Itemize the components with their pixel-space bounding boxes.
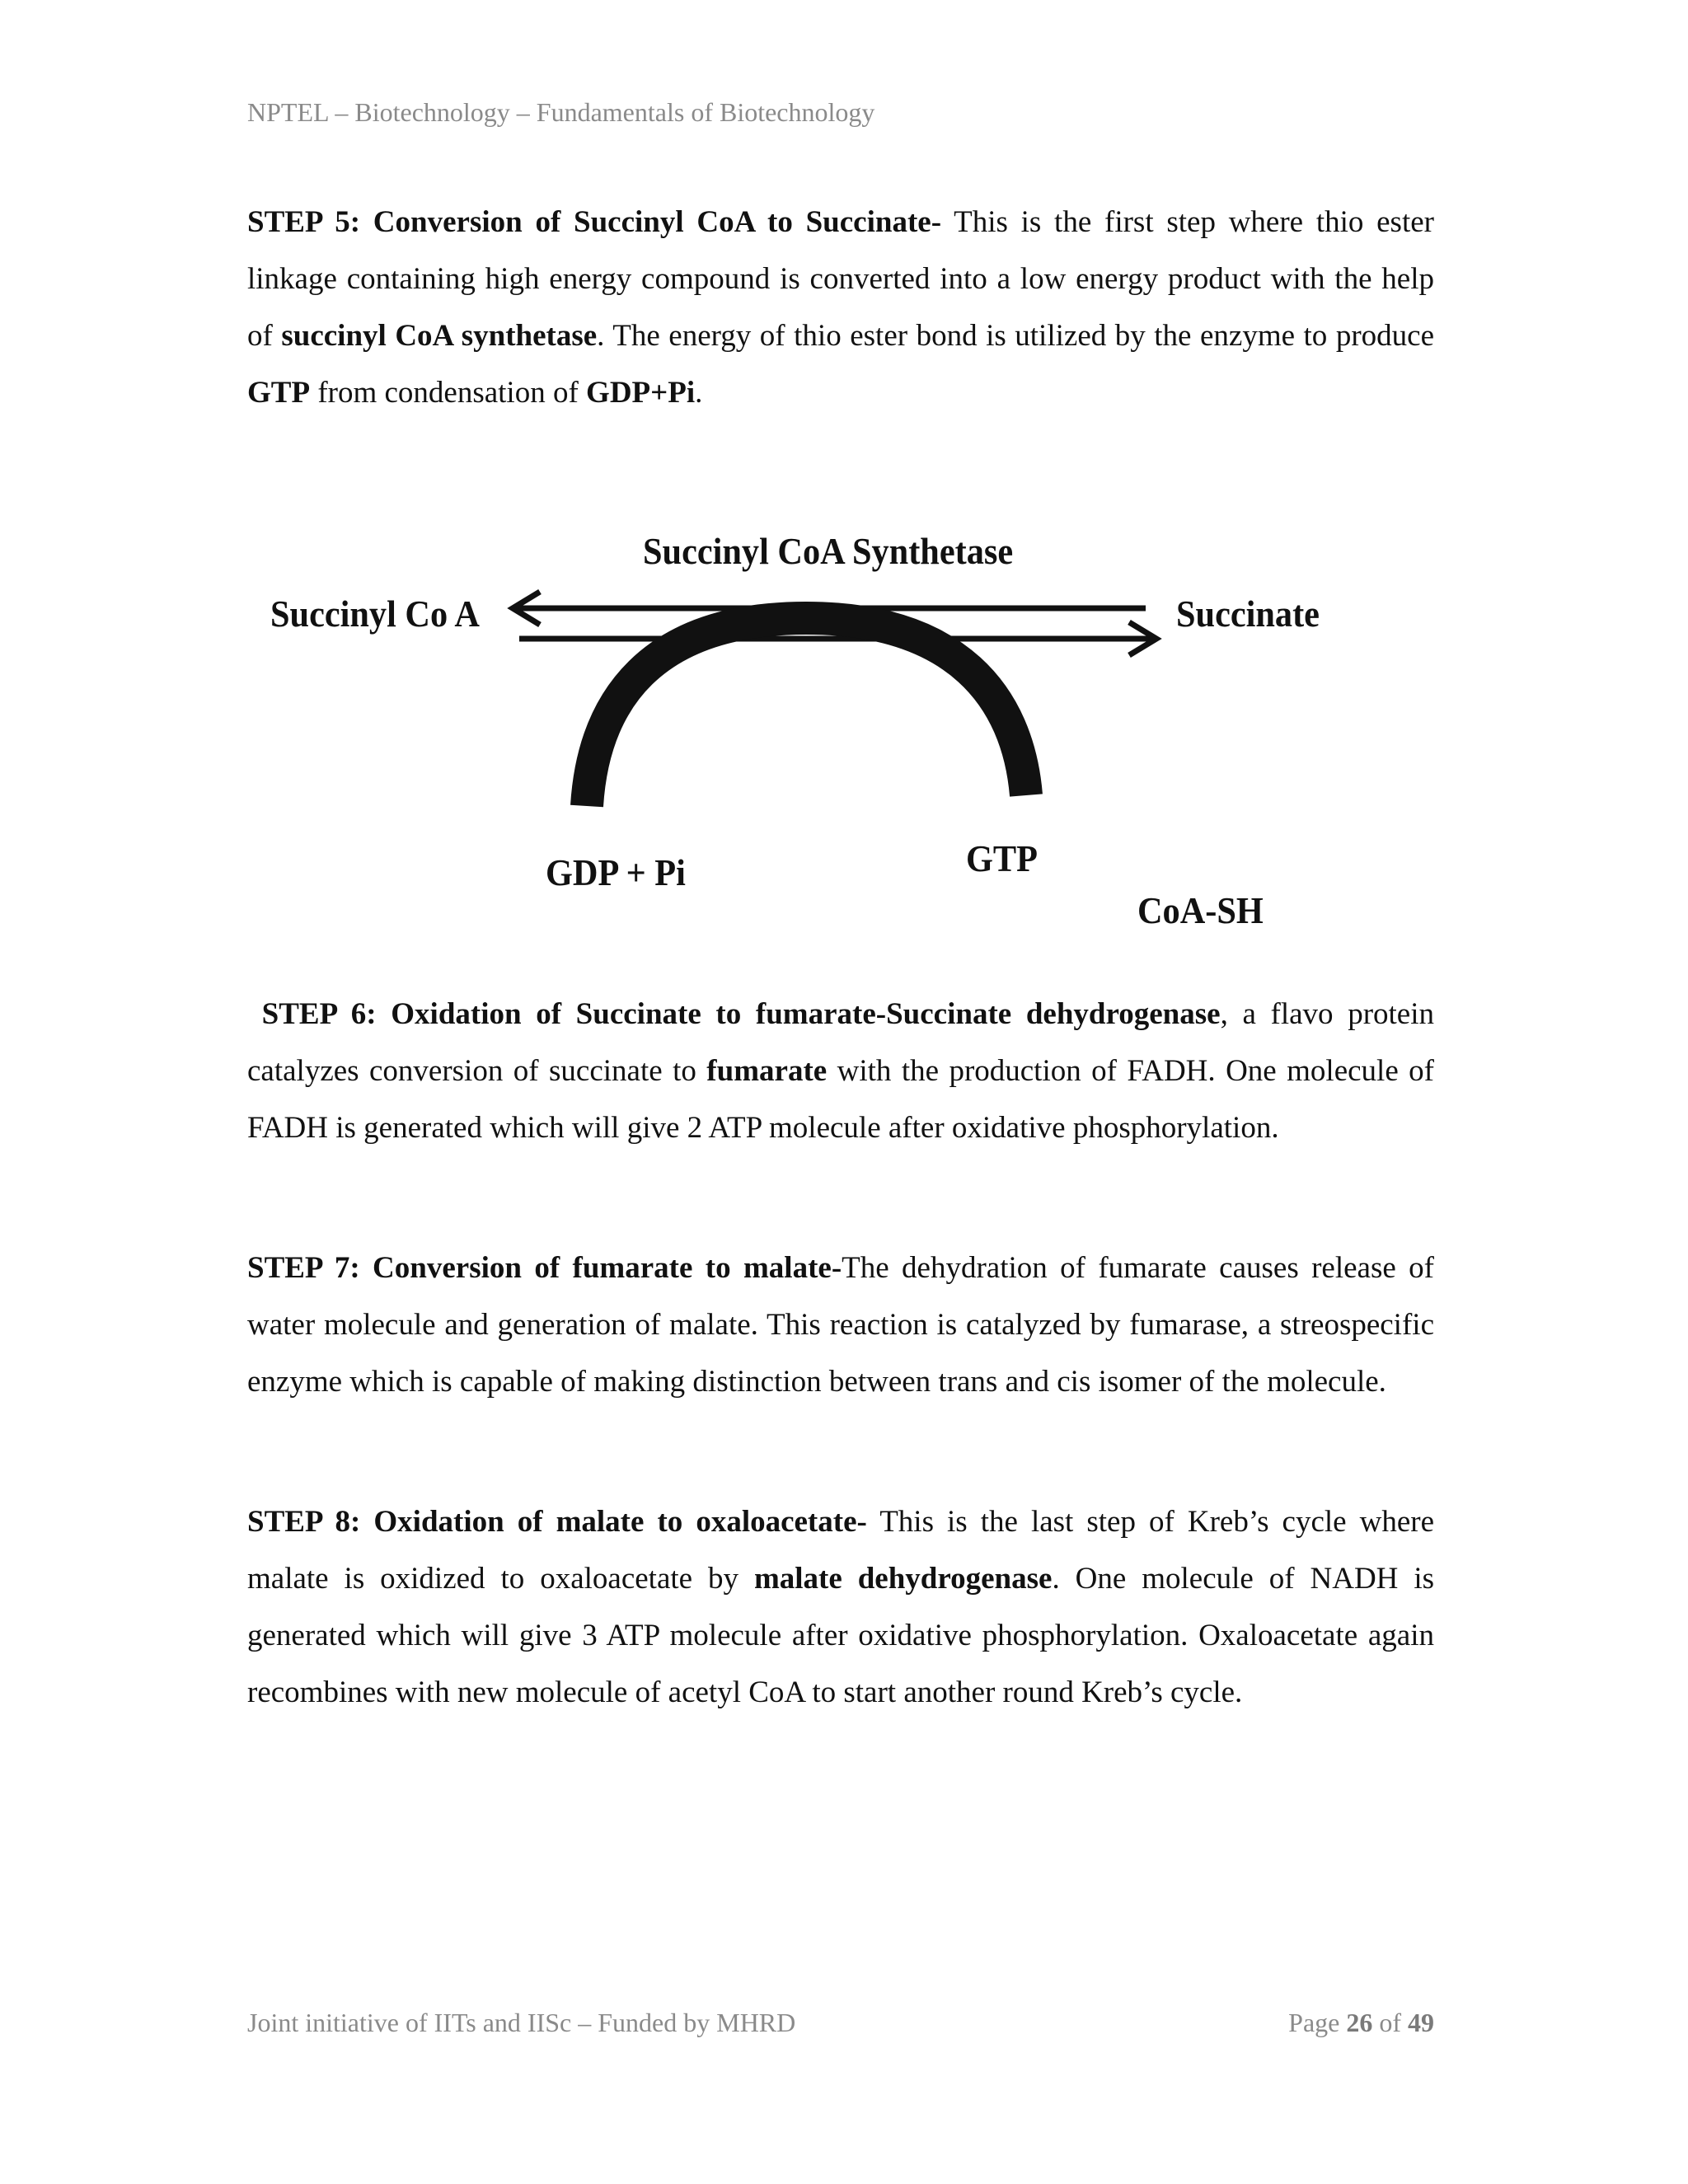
step5-text-1: This is the first step where thio ester linkage containing high energy compound is converted into a low energy product with the help of xyxy=(247,205,1434,353)
step6-bold-fumarate: fumarate xyxy=(706,1054,828,1088)
step5-title: STEP 5: Conversion of Succinyl CoA to Succinate- xyxy=(247,205,942,239)
step8-title: STEP 8: Oxidation of malate to oxaloacetate- xyxy=(247,1505,867,1539)
step8-text-1: This is the last step of Kreb’s cycle where malate is oxidized to oxaloacetate by xyxy=(247,1505,1434,1596)
footer-credit: Joint initiative of IITs and IISc – Funded by MHRD xyxy=(247,2008,796,2037)
step5-text-4: . xyxy=(695,376,703,410)
step5-text-2: . The energy of thio ester bond is utilized by the enzyme to produce xyxy=(597,319,1434,353)
substrate-label: Succinyl Co A xyxy=(270,593,480,635)
coa-sh-label: CoA-SH xyxy=(1137,889,1264,931)
page-current: 26 xyxy=(1346,2008,1373,2037)
page-of: of xyxy=(1372,2008,1408,2037)
step5-bold-gtp: GTP xyxy=(247,376,311,410)
gtp-label: GTP xyxy=(966,837,1038,879)
step6-text-2: with the production of FADH. One molecule of FADH is generated which will give 2 ATP molecule after oxidative phosphorylation. xyxy=(247,1054,1435,1145)
step5-bold-gdp: GDP+Pi xyxy=(586,376,696,410)
page-prefix: Page xyxy=(1288,2008,1347,2037)
step5-text-3: from condensation of xyxy=(310,376,587,410)
step7-title: STEP 7: Conversion of fumarate to malate- xyxy=(247,1251,842,1285)
step7-paragraph xyxy=(247,1240,1434,1410)
gdp-pi-label: GDP + Pi xyxy=(546,851,686,893)
succinyl-coa-synthetase-diagram xyxy=(247,511,1434,956)
step8-paragraph xyxy=(247,1493,1434,1721)
step5-paragraph xyxy=(247,194,1434,421)
step6-paragraph xyxy=(247,986,1434,1156)
page-header: NPTEL – Biotechnology – Fundamentals of Biotechnology xyxy=(247,97,875,127)
step5-bold-enzyme: succinyl CoA synthetase xyxy=(281,319,598,353)
step8-bold-enzyme: malate dehydrogenase xyxy=(753,1562,1053,1596)
step6-text-1: , a flavo protein catalyzes conversion of succinate to xyxy=(247,997,1435,1088)
step6-title: STEP 6: Oxidation of Succinate to fumarate-Succinate dehydrogenase xyxy=(261,997,1221,1031)
step7-text-1: The dehydration of fumarate causes release of water molecule and generation of malate. This reaction is catalyzed by fumarase, a streospecific enzyme which is capable of making distinction between trans and cis isomer of the molecule. xyxy=(247,1251,1434,1399)
step8-text-2: . One molecule of NADH is generated which will give 3 ATP molecule after oxidative phosphorylation. Oxaloacetate again recombines with new molecule of acetyl CoA to start another round Kreb’s cycle. xyxy=(247,1562,1434,1709)
coupled-reaction-arc xyxy=(587,618,1026,806)
page-total: 49 xyxy=(1408,2008,1434,2037)
product-label: Succinate xyxy=(1176,593,1320,635)
page-number xyxy=(1288,2008,1434,2038)
enzyme-label: Succinyl CoA Synthetase xyxy=(643,530,1014,572)
